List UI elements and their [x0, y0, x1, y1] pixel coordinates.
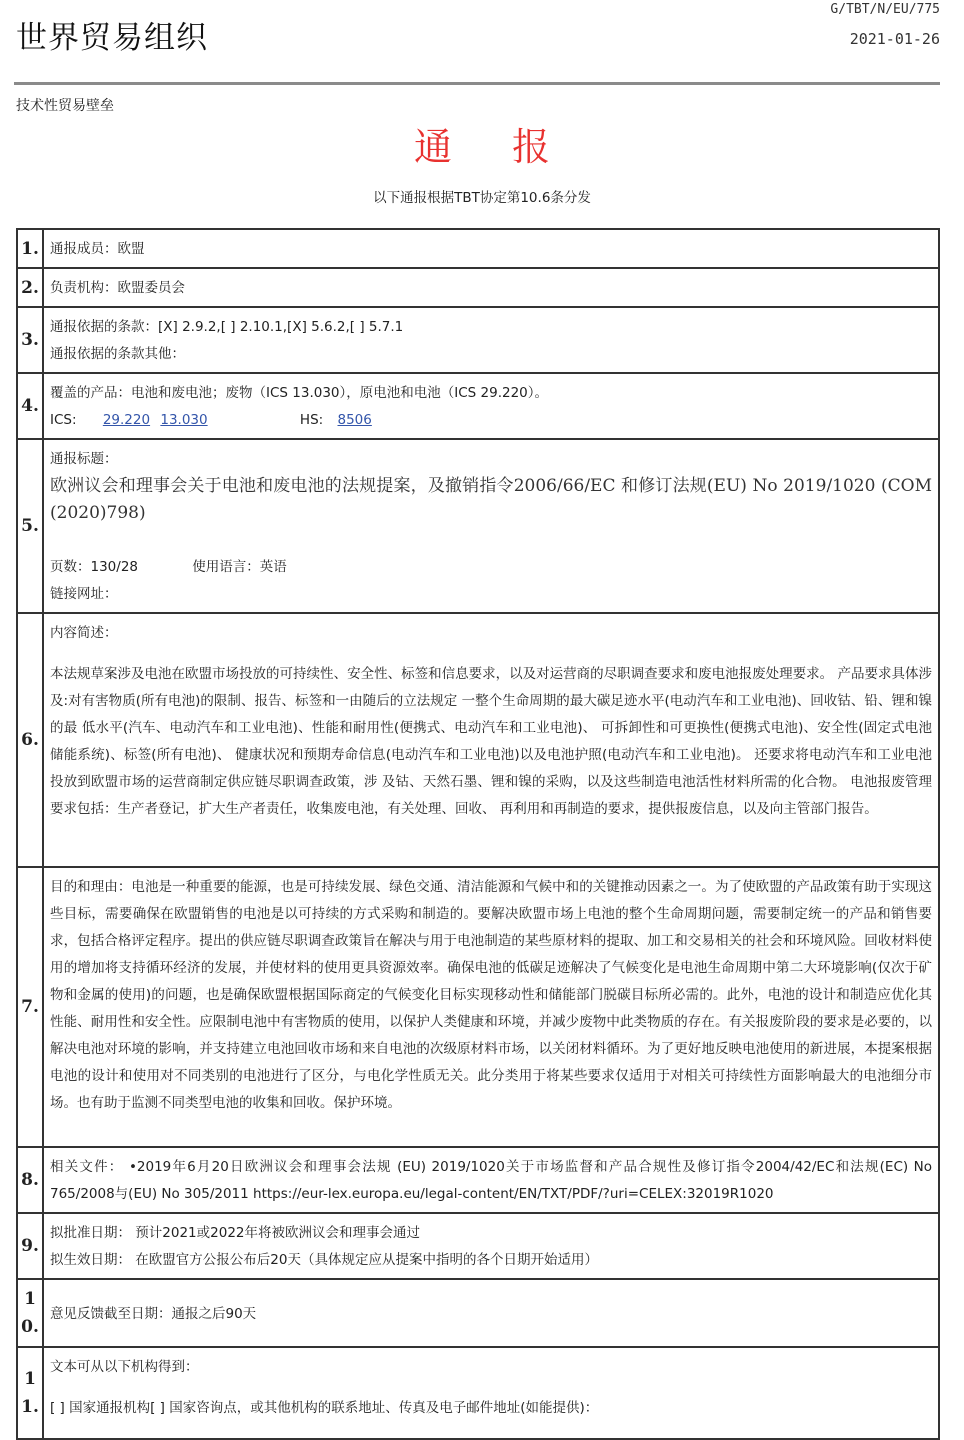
- table-row: [17, 373, 939, 439]
- table-row: [17, 439, 939, 613]
- page-title: 通报: [413, 125, 610, 169]
- notification-articles: [43, 307, 939, 373]
- summary-label: 内容简述：: [50, 625, 118, 641]
- products-line: 覆盖的产品：电池和废电池；废物（ICS 13.030），原电池和电池（ICS 29.220）。: [50, 385, 549, 401]
- table-row: [17, 613, 939, 867]
- row-number: 4.: [17, 373, 43, 439]
- row-number: 6.: [17, 613, 43, 867]
- header-divider: [14, 82, 940, 85]
- notification-title: 欧洲议会和理事会关于电池和废电池的法规提案，及撤销指令2006/66/EC 和修订法规(EU) No 2019/1020 (COM (2020)798): [50, 476, 932, 523]
- language: 使用语言：英语: [192, 559, 287, 575]
- hs-link[interactable]: 8506: [337, 412, 372, 428]
- row-number: 8.: [17, 1147, 43, 1213]
- summary-body: 本法规草案涉及电池在欧盟市场投放的可持续性、安全性、标签和信息要求，以及对运营商的尽职调查要求和废电池报废处理要求。 产品要求具体涉及:对有害物质(所有电池)的限制、报告、标签和一由随后的立法规定 一整个生命周期的最大碳足迹水平(电动汽车和工业电池)、回收钴、铅、锂和镍的最 低水平(汽车、电动汽车和工业电池)、性能和耐用性(便携式、电动汽车和工业电池)、 可拆卸性和可更换性(便携式电池)、安全性(固定式电池储能系统)、标签(所有电池)、 健康状况和预期寿命信息(电动汽车和工业电池)以及电池护照(电动汽车和工业电池)。 还要求将电动汽车和工业电池投放到欧盟市场的运营商制定供应链尽职调查政策，涉 及钴、天然石墨、锂和镍的采购，以及这些制造电池活性材料所需的化合物。 电池报废管理要求包括：生产者登记，扩大生产者责任，收集废电池，有关处理、回收、 再利用和再制造的要求，提供报废信息，以及向主管部门报告。: [50, 666, 932, 817]
- text-available-from: [43, 1347, 939, 1439]
- products-covered: [43, 373, 939, 439]
- table-row: [17, 1347, 939, 1439]
- objective-rationale: [43, 867, 939, 1147]
- documents-body: 相关文件： •2019年6月20日欧洲议会和理事会法规 (EU) 2019/1020关于市场监督和产品合规性及修订指令2004/42/EC和法规(EC) No 765/2008与(EU) No 305/2011 https://eur-lex.europa.eu/legal-content/EN/TXT/PDF/?uri=CELEX:32019R1020: [50, 1159, 932, 1202]
- committee-label: 技术性贸易壁垒: [16, 98, 114, 114]
- page-count: 页数：130/28: [50, 559, 138, 575]
- rationale-body: 目的和理由：电池是一种重要的能源，也是可持续发展、绿色交通、清洁能源和气候中和的关键推动因素之一。为了使欧盟的产品政策有助于实现这些目标，需要确保在欧盟销售的电池是以可持续的方式采购和制造的。要解决欧盟市场上电池的整个生命周期问题，需要制定统一的产品和销售要求，包括合格评定程序。提出的供应链尽职调查政策旨在解决与用于电池制造的某些原材料的提取、加工和交易相关的社会和环境风险。回收材料使用的增加将支持循环经济的发展，并使材料的使用更具资源效率。确保电池的低碳足迹解决了气候变化是电池生命周期中第二大环境影响(仅次于矿物和金属的使用)的问题，也是确保欧盟根据国际商定的气候变化目标实现移动性和储能部门脱碳目标所必需的。此外，电池的设计和制造应优化其性能、耐用性和安全性。应限制电池中有害物质的使用，以保护人类健康和环境，并减少废物中此类物质的存在。有关报废阶段的要求是必要的，以解决电池对环境的影响，并支持建立电池回收市场和来自电池的次级原材料市场，以关闭材料循环。为了更好地反映电池使用的新进展，本提案根据电池的设计和使用对不同类别的电池进行了区分，与电化学性质无关。此分类用于将某些要求仅适用于对相关可持续性方面影响最大的电池细分市场。也有助于监测不同类型电池的收集和回收。保护环境。: [50, 879, 932, 1111]
- articles-other-line: 通报依据的条款其他：: [50, 346, 185, 362]
- table-row: [17, 1279, 939, 1347]
- row-number: 1.: [17, 229, 43, 268]
- articles-line: 通报依据的条款：[X] 2.9.2,[ ] 2.10.1,[X] 5.6.2,[ ] 5.7.1: [50, 319, 404, 335]
- distribution-note: 以下通报根据TBT协定第10.6条分发: [373, 190, 591, 206]
- title-label: 通报标题：: [50, 451, 118, 467]
- adoption-date: 拟批准日期： 预计2021或2022年将被欧洲议会和理事会通过: [50, 1225, 421, 1241]
- hs-label: HS:: [299, 412, 324, 428]
- availability-label: 文本可从以下机构得到：: [50, 1359, 199, 1375]
- table-row: [17, 307, 939, 373]
- table-row: [17, 1213, 939, 1279]
- row-number: 9.: [17, 1213, 43, 1279]
- notification-title-cell: [43, 439, 939, 613]
- availability-options: [ ] 国家通报机构[ ] 国家咨询点，或其他机构的联系地址、传真及电子邮件地址(如能提供)：: [50, 1400, 599, 1416]
- link-label: 链接网址：: [50, 586, 118, 602]
- table-row: [17, 867, 939, 1147]
- ics-link[interactable]: 29.220: [102, 412, 151, 428]
- row-number: 3.: [17, 307, 43, 373]
- row-number: 2.: [17, 268, 43, 307]
- document-symbol: G/TBT/N/EU/775: [830, 2, 940, 17]
- table-row: [17, 1147, 939, 1213]
- table-row: [17, 268, 939, 307]
- notifying-member: 通报成员：欧盟: [43, 229, 939, 268]
- row-number: 7.: [17, 867, 43, 1147]
- org-title: 世界贸易组织: [16, 20, 208, 56]
- relevant-documents: [43, 1147, 939, 1213]
- ics-label: ICS:: [50, 412, 77, 428]
- comment-deadline: 意见反馈截至日期：通报之后90天: [43, 1279, 939, 1347]
- row-number: 5.: [17, 439, 43, 613]
- row-number: 1 1.: [17, 1347, 43, 1439]
- ics-link[interactable]: 13.030: [160, 412, 208, 428]
- responsible-agency: 负责机构：欧盟委员会: [43, 268, 939, 307]
- row-number: 1 0.: [17, 1279, 43, 1347]
- content-summary: [43, 613, 939, 867]
- document-date: 2021-01-26: [849, 30, 940, 48]
- entry-into-force-date: 拟生效日期： 在欧盟官方公报公布后20天（具体规定应从提案中指明的各个日期开始适用）: [50, 1252, 598, 1268]
- dates-cell: [43, 1213, 939, 1279]
- table-row: [17, 229, 939, 268]
- notification-table: [16, 228, 940, 1440]
